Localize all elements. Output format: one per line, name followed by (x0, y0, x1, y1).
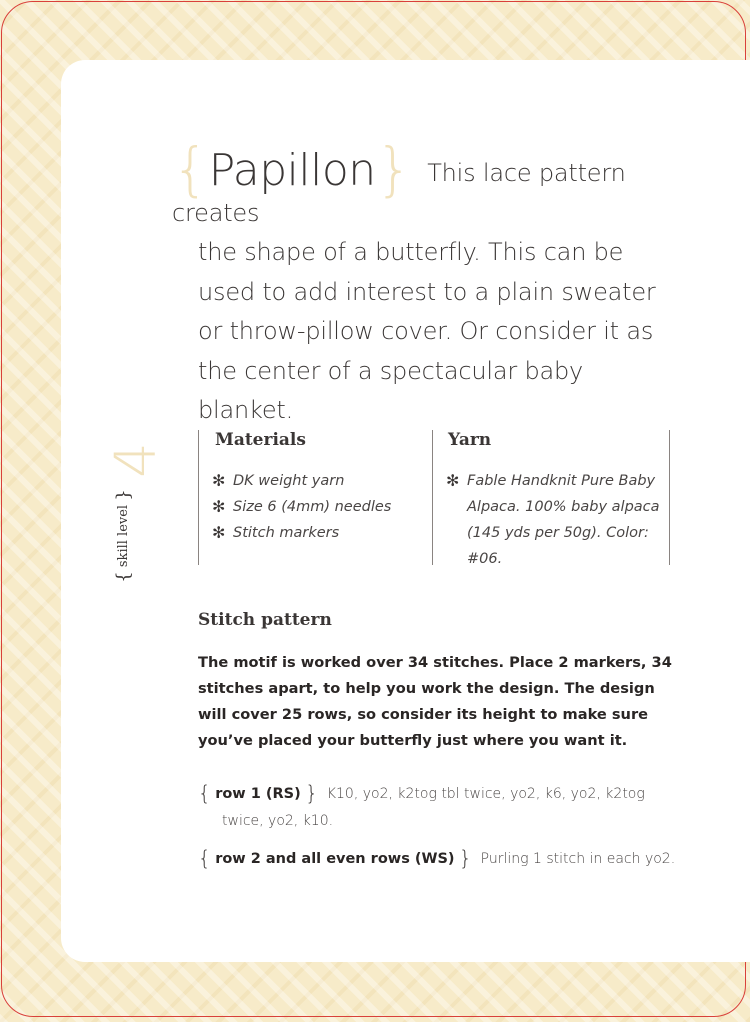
row-open-brace: { (198, 846, 211, 870)
pattern-intro (172, 135, 672, 431)
row-instruction-2 (198, 845, 682, 873)
skill-level-number: 4 (104, 442, 169, 478)
yarn-description: Fable Handknit Pure Baby Alpaca. 100% baby alpaca (145 yds per 50g). Color: #06. (467, 473, 660, 567)
title-close-brace: } (375, 135, 413, 203)
list-item (446, 468, 669, 572)
materials-item-markers: Stitch markers (233, 525, 340, 541)
skill-level-indicator (104, 430, 169, 600)
asterisk-icon: ✻ (212, 523, 226, 542)
row-text: K10, yo2, k2tog tbl twice, yo2, k6, yo2, k2tog twice, yo2, k10. (222, 786, 645, 829)
stitch-pattern-body: The motif is worked over 34 stitches. Place 2 markers, 34 stitches apart, to help you work the design. The design will cover 25 rows, so consider its height to make sure you’ve placed your butterfly just where you want it. (198, 654, 672, 749)
row-close-brace: } (459, 846, 472, 870)
skill-open-brace: { (113, 571, 134, 583)
skill-close-brace: } (113, 489, 134, 501)
asterisk-icon: ✻ (446, 471, 460, 490)
materials-item-needles: Size 6 (4mm) needles (233, 499, 392, 515)
materials-column (198, 430, 434, 565)
row-open-brace: { (198, 781, 211, 805)
row-label: row 1 (RS) (215, 786, 301, 802)
title-open-brace: { (172, 135, 209, 203)
materials-item-yarn: DK weight yarn (233, 473, 345, 489)
list-item (212, 494, 434, 520)
skill-level-label (112, 481, 136, 591)
asterisk-icon: ✻ (212, 471, 226, 490)
row-instruction-1 (198, 780, 682, 835)
asterisk-icon: ✻ (212, 497, 226, 516)
materials-heading: Materials (215, 430, 306, 450)
row-text: Purling 1 stitch in each yo2. (480, 851, 676, 867)
list-item (212, 468, 434, 494)
row-close-brace: } (305, 781, 318, 805)
yarn-heading: Yarn (448, 430, 492, 450)
pattern-description-first: This lace pattern creates (172, 159, 626, 227)
pattern-description: the shape of a butterfly. This can be used to add interest to a plain sweater or throw-pillow cover. Or consider it as the center of a spectacular baby blanket. (198, 238, 656, 424)
pattern-title: Papillon (208, 145, 376, 196)
yarn-list (433, 468, 669, 572)
row-label: row 2 and all even rows (WS) (215, 851, 455, 867)
skill-label-text: skill level (116, 504, 131, 568)
stitch-pattern-heading: Stitch pattern (198, 610, 332, 630)
materials-list (199, 468, 434, 546)
list-item (212, 520, 434, 546)
yarn-column (432, 430, 670, 565)
